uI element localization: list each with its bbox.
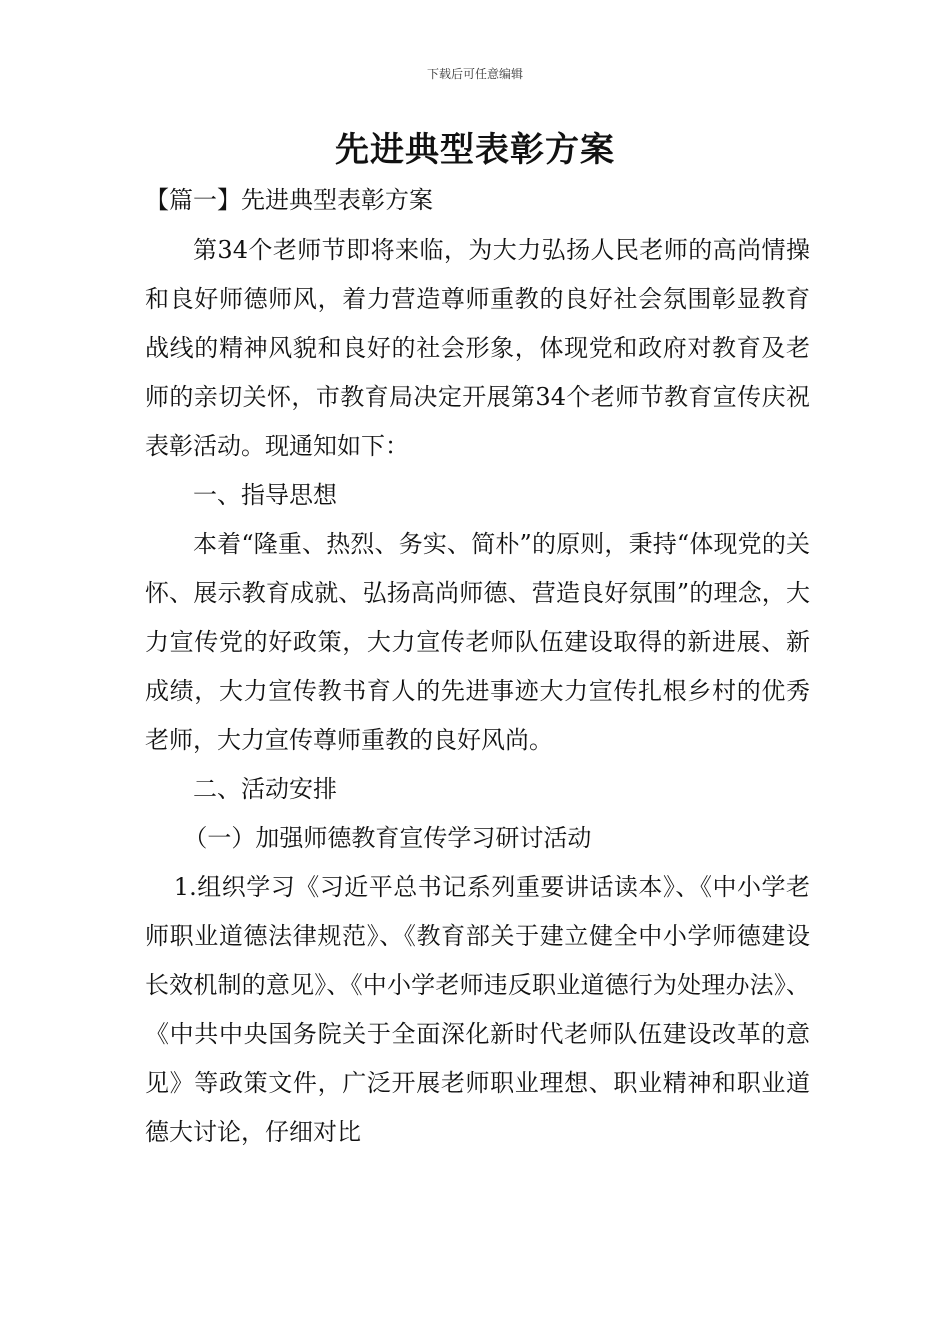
heading-guiding-ideology: 一、指导思想 <box>193 481 337 509</box>
header-note: 下载后可任意编辑 <box>426 67 523 81</box>
document-title: 先进典型表彰方案 <box>335 130 615 170</box>
paragraph-intro: 第34个老师节即将来临，为大力弘扬人民老师的高尚情操和良好师德师风，着力营造尊师重教的良好社会氛围彰显教育战线的精神风貌和良好的社会形象，体现党和政府对教育及老师的亲切关怀，市教育局决定开展第34个老师节教育宣传庆祝表彰活动。现通知如下： <box>145 236 810 460</box>
section-label: 【篇一】先进典型表彰方案 <box>145 186 433 214</box>
paragraph-guiding-ideology: 本着“隆重、热烈、务实、简朴”的原则，秉持“体现党的关怀、展示教育成就、弘扬高尚师德、营造良好氛围”的理念，大力宣传党的好政策，大力宣传老师队伍建设取得的新进展、新成绩，大力宣传教书育人的先进事迹大力宣传扎根乡村的优秀老师，大力宣传尊师重教的良好风尚。 <box>145 530 810 754</box>
paragraph-study-item-1: 1.组织学习《习近平总书记系列重要讲话读本》、《中小学老师职业道德法律规范》、《教育部关于建立健全中小学师德建设长效机制的意见》、《中小学老师违反职业道德行为处理办法》、《中共中央国务院关于全面深化新时代老师队伍建设改革的意见》等政策文件，广泛开展老师职业理想、职业精神和职业道德大讨论，仔细对比 <box>145 873 810 1146</box>
heading-activity-arrangement: 二、活动安排 <box>193 775 337 803</box>
subheading-ethics-education: （一）加强师德教育宣传学习研讨活动 <box>183 824 592 852</box>
document-body <box>145 226 810 1157</box>
